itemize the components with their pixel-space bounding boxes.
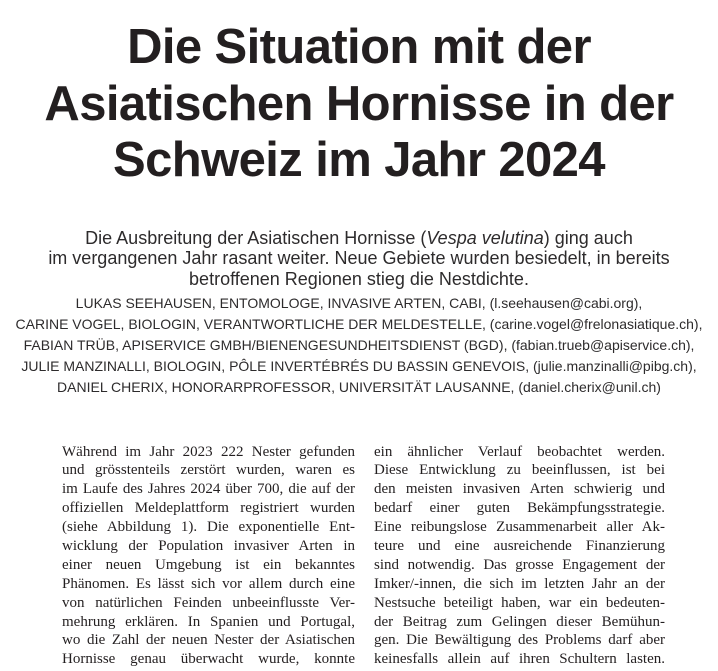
- author-list: [0, 293, 718, 399]
- lead-text: ) ging auch: [543, 227, 633, 248]
- body-line: keinesfalls allein auf ihren Schultern lasten.: [374, 651, 665, 668]
- author-line: JULIE MANZINALLI, BIOLOGIN, PÔLE INVERTÉBRÉS DU BASSIN GENEVOIS, (julie.manzinalli@pibg.ch),: [21, 358, 697, 375]
- body-line: wicklung der Population invasiver Arten in: [62, 537, 355, 554]
- body-line: Nestsuche beteiligt haben, war ein bedeuten-: [374, 594, 665, 611]
- title-line: Die Situation mit der: [127, 20, 591, 74]
- body-line: gen. Die Bewältigung des Problems darf aber: [374, 632, 665, 649]
- lead-line: betroffenen Regionen stieg die Nestdichte.: [189, 268, 529, 289]
- author-line: LUKAS SEEHAUSEN, ENTOMOLOGE, INVASIVE ARTEN, CABI, (l.seehausen@cabi.org),: [75, 294, 643, 311]
- species-name: Vespa velutina: [426, 227, 544, 248]
- body-line: Eine reibungslose Zusammenarbeit aller Ak-: [374, 519, 665, 536]
- author-line: FABIAN TRÜB, APISERVICE GMBH/BIENENGESUNDHEITSDIENST (BGD), (fabian.trueb@apiservice.ch),: [23, 336, 695, 353]
- body-line: bedarf einer guten Bekämpfungsstrategie.: [374, 500, 665, 517]
- body-line: ein ähnlicher Verlauf beobachtet werden.: [374, 443, 665, 460]
- body-line: mehrung erklären. In Spanien und Portugal,: [62, 613, 355, 630]
- author-line: DANIEL CHERIX, HONORARPROFESSOR, UNIVERSITÄT LAUSANNE, (daniel.cherix@unil.ch): [57, 379, 661, 396]
- body-line: einer neuen Umgebung ist ein bekanntes: [62, 556, 355, 573]
- author-line: CARINE VOGEL, BIOLOGIN, VERANTWORTLICHE DER MELDESTELLE, (carine.vogel@frelonasiatique.ch),: [15, 315, 703, 332]
- body-line: wo die Zahl der neuen Nester der Asiatischen: [62, 632, 355, 649]
- body-line: (siehe Abbildung 1). Die exponentielle Ent-: [62, 519, 355, 536]
- title-line: Schweiz im Jahr 2024: [113, 133, 605, 187]
- body-column-right: [374, 443, 665, 670]
- body-line: den meisten invasiven Arten schwierig und: [374, 481, 665, 498]
- body-line: im Laufe des Jahres 2024 über 700, die auf der: [62, 481, 355, 498]
- lead-paragraph: [0, 228, 718, 290]
- title-line: Asiatischen Hornisse in der: [44, 76, 674, 131]
- article-title: [0, 19, 718, 189]
- body-line: Hornisse genau überwacht wurde, konnte: [62, 651, 355, 668]
- body-line: von natürlichen Feinden unbeeinflusste Ver-: [62, 594, 355, 611]
- lead-text: Die Ausbreitung der Asiatischen Hornisse (: [85, 227, 427, 248]
- body-line: sind notwendig. Das grosse Engagement der: [374, 556, 665, 573]
- lead-line: im vergangenen Jahr rasant weiter. Neue Gebiete wurden besiedelt, in bereits: [48, 248, 670, 268]
- body-line: teure und eine ausreichende Finanzierung: [374, 537, 665, 554]
- body-line: der Beitrag zum Gelingen dieser Bemühun-: [374, 613, 665, 630]
- lead-line: [0, 228, 718, 249]
- body-line: Diese Entwicklung zu beeinflussen, ist bei: [374, 462, 665, 479]
- body-column-left: [62, 443, 355, 670]
- body-line: Phänomen. Es lässt sich vor allem durch eine: [62, 575, 355, 592]
- body-line: Während im Jahr 2023 222 Nester gefunden: [62, 443, 355, 460]
- body-line: offiziellen Meldeplattform registriert wurden: [62, 500, 355, 517]
- body-line: Imker/-innen, die sich im letzten Jahr an der: [374, 575, 665, 592]
- body-line: und grösstenteils zerstört wurden, waren es: [62, 462, 355, 479]
